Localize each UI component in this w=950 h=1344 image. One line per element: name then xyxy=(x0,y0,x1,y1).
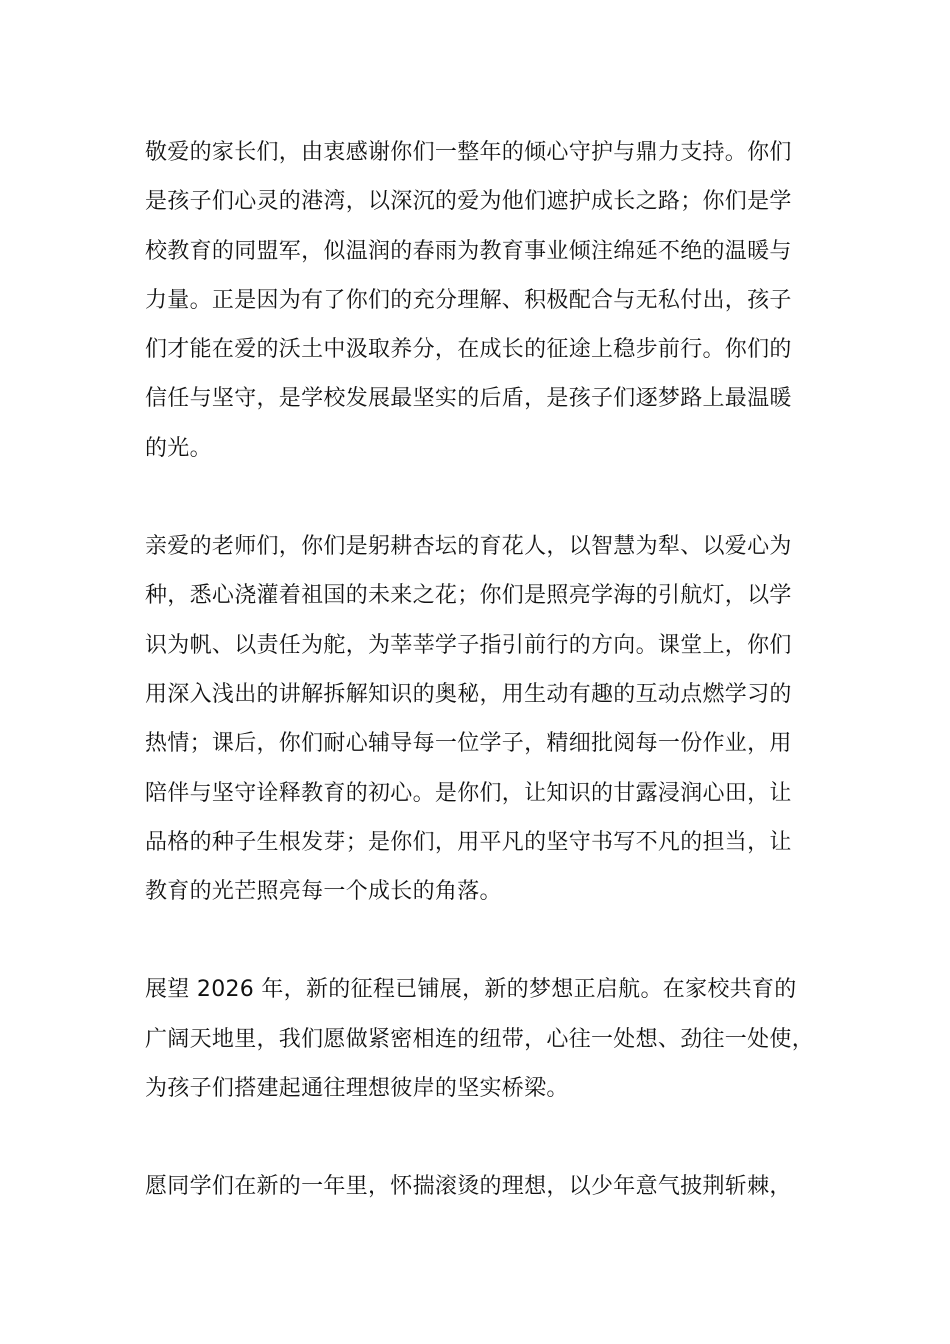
paragraph-line: 亲爱的老师们，你们是躬耕杏坛的育花人，以智慧为犁、以爱心为 xyxy=(145,534,792,560)
paragraph-line: 愿同学们在新的一年里，怀揣滚烫的理想，以少年意气披荆斩棘， xyxy=(145,1174,792,1200)
paragraph-line: 校教育的同盟军，似温润的春雨为教育事业倾注绵延不绝的温暖与 xyxy=(145,238,792,264)
paragraph-spacer xyxy=(145,916,845,965)
paragraph-teachers xyxy=(145,522,845,916)
paragraph-line: 力量。正是因为有了你们的充分理解、积极配合与无私付出，孩子 xyxy=(145,287,792,313)
paragraph-line: 品格的种子生根发芽；是你们，用平凡的坚守书写不凡的担当，让 xyxy=(145,829,792,855)
paragraph-line: 热情；课后，你们耐心辅导每一位学子，精细批阅每一份作业，用 xyxy=(145,731,792,757)
paragraph-line: 为孩子们搭建起通往理想彼岸的坚实桥梁。 xyxy=(145,1076,569,1102)
paragraph-line: 种，悉心浇灌着祖国的未来之花；你们是照亮学海的引航灯，以学 xyxy=(145,583,792,609)
paragraph-line: 是孩子们心灵的港湾，以深沉的爱为他们遮护成长之路；你们是学 xyxy=(145,189,792,215)
paragraph-line: 敬爱的家长们，由衷感谢你们一整年的倾心守护与鼎力支持。你们 xyxy=(145,140,792,165)
paragraph-students xyxy=(145,1162,845,1211)
paragraph-line: 展望 2026 年，新的征程已铺展，新的梦想正启航。在家校共育的 xyxy=(145,977,797,1003)
paragraph-spacer xyxy=(145,473,845,522)
document-body xyxy=(145,128,845,1212)
paragraph-line: 的光。 xyxy=(145,435,212,461)
paragraph-outlook xyxy=(145,965,845,1113)
paragraph-parents xyxy=(145,128,845,473)
paragraph-line: 们才能在爱的沃土中汲取养分，在成长的征途上稳步前行。你们的 xyxy=(145,337,792,363)
paragraph-line: 广阔天地里，我们愿做紧密相连的纽带，心往一处想、劲往一处使， xyxy=(145,1026,815,1052)
paragraph-spacer xyxy=(145,1113,845,1162)
paragraph-line: 用深入浅出的讲解拆解知识的奥秘，用生动有趣的互动点燃学习的 xyxy=(145,681,792,707)
paragraph-line: 信任与坚守，是学校发展最坚实的后盾，是孩子们逐梦路上最温暖 xyxy=(145,386,792,412)
paragraph-line: 陪伴与坚守诠释教育的初心。是你们，让知识的甘露浸润心田，让 xyxy=(145,780,792,806)
paragraph-line: 教育的光芒照亮每一个成长的角落。 xyxy=(145,879,502,905)
paragraph-line: 识为帆、以责任为舵，为莘莘学子指引前行的方向。课堂上，你们 xyxy=(145,632,792,658)
